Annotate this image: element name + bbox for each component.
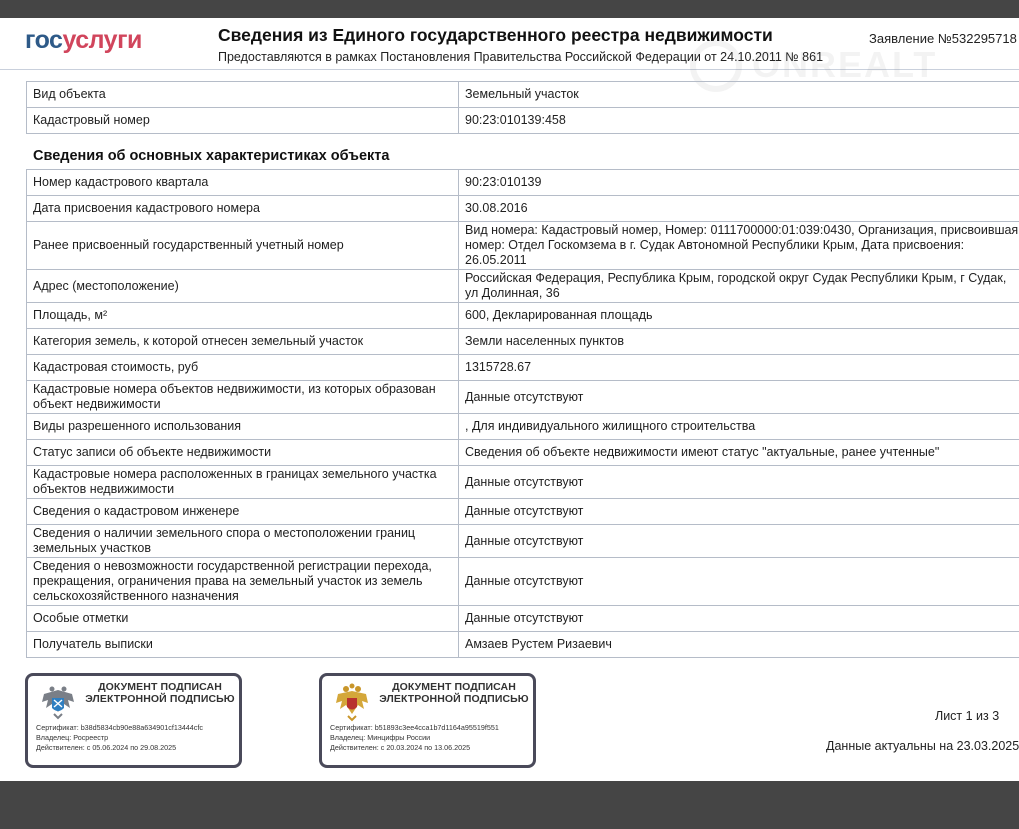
gosuslugi-logo	[25, 26, 142, 54]
document-page	[0, 18, 1019, 781]
stamp-certificate: Сертификат: b51893c3ee4cca1b7d1164a95519f551	[330, 723, 499, 732]
table-row	[27, 466, 1019, 499]
document-subtitle: Предоставляются в рамках Постановления Правительства Российской Федерации от 24.10.2011 № 861	[218, 50, 824, 64]
statement-number: Заявление №532295718	[869, 31, 1017, 46]
stamp-validity: Действителен: с 20.03.2024 по 13.06.2025	[330, 743, 471, 752]
table-row	[27, 558, 1019, 606]
table-row	[27, 606, 1019, 632]
characteristics-table	[26, 169, 1019, 658]
field-label: Кадастровые номера расположенных в границах земельного участка объектов недвижимости	[27, 466, 459, 499]
stamp-info	[330, 723, 499, 753]
stamp-heading: ДОКУМЕНТ ПОДПИСАН ЭЛЕКТРОННОЙ ПОДПИСЬЮ	[85, 681, 235, 705]
field-value: 90:23:010139	[459, 170, 1019, 196]
signature-stamp	[319, 673, 536, 768]
table-row	[27, 108, 1019, 134]
field-label: Сведения о кадастровом инженере	[27, 499, 459, 525]
stamp-heading: ДОКУМЕНТ ПОДПИСАН ЭЛЕКТРОННОЙ ПОДПИСЬЮ	[379, 681, 529, 705]
field-value: Российская Федерация, Республика Крым, городской округ Судак Республики Крым, г Судак, ул Долинная, 36	[459, 270, 1019, 303]
table-row	[27, 329, 1019, 355]
field-label: Получатель выписки	[27, 632, 459, 658]
field-value: Данные отсутствуют	[459, 525, 1019, 558]
field-value: Данные отсутствуют	[459, 558, 1019, 606]
field-value: Амзаев Рустем Ризаевич	[459, 632, 1019, 658]
table-row	[27, 270, 1019, 303]
field-value: 30.08.2016	[459, 196, 1019, 222]
table-row	[27, 222, 1019, 270]
stamp-validity: Действителен: с 05.06.2024 по 29.08.2025	[36, 743, 177, 752]
field-value: 1315728.67	[459, 355, 1019, 381]
field-value: , Для индивидуального жилищного строительства	[459, 414, 1019, 440]
signature-stamp	[25, 673, 242, 768]
field-label: Кадастровая стоимость, руб	[27, 355, 459, 381]
data-actual-date: Данные актуальны на 23.03.2025	[826, 739, 1019, 753]
section-title: Сведения об основных характеристиках объекта	[33, 148, 390, 164]
object-table	[26, 81, 1019, 134]
logo-part-uslugi: услуги	[62, 26, 142, 54]
stamp-owner: Владелец: Минцифры России	[330, 733, 431, 742]
sheet-number: Лист 1 из 3	[935, 709, 1000, 723]
watermark-text: ONREALT	[752, 44, 938, 85]
table-row	[27, 196, 1019, 222]
field-label: Категория земель, к которой отнесен земельный участок	[27, 329, 459, 355]
table-row	[27, 525, 1019, 558]
viewer-bottom-bar	[0, 781, 1019, 829]
table-row	[27, 632, 1019, 658]
stamp-certificate: Сертификат: b38d5834cb90e88a634901cf13444cfc	[36, 723, 203, 732]
table-row	[27, 381, 1019, 414]
table-row	[27, 499, 1019, 525]
field-value: Земли населенных пунктов	[459, 329, 1019, 355]
field-value: Данные отсутствуют	[459, 606, 1019, 632]
table-row	[27, 82, 1019, 108]
field-value: 600, Декларированная площадь	[459, 303, 1019, 329]
field-value: Данные отсутствуют	[459, 466, 1019, 499]
table-row	[27, 414, 1019, 440]
field-label: Сведения о невозможности государственной регистрации перехода, прекращения, ограничения права на земельный участок из земель сельскохозяйственного назначения	[27, 558, 459, 606]
viewer-top-bar	[0, 0, 1019, 18]
field-label: Адрес (местоположение)	[27, 270, 459, 303]
field-label: Особые отметки	[27, 606, 459, 632]
field-label: Площадь, м²	[27, 303, 459, 329]
field-value: Данные отсутствуют	[459, 381, 1019, 414]
table-row	[27, 355, 1019, 381]
field-value: Земельный участок	[459, 82, 1019, 108]
table-row	[27, 440, 1019, 466]
field-label: Виды разрешенного использования	[27, 414, 459, 440]
stamp-info	[36, 723, 203, 753]
document-title: Сведения из Единого государственного реестра недвижимости	[218, 25, 773, 45]
field-label: Ранее присвоенный государственный учетный номер	[27, 222, 459, 270]
russia-coat-of-arms-icon	[332, 682, 372, 722]
field-value: Данные отсутствуют	[459, 499, 1019, 525]
rosreestr-emblem-icon	[38, 682, 78, 722]
field-label: Дата присвоения кадастрового номера	[27, 196, 459, 222]
field-label: Вид объекта	[27, 82, 459, 108]
logo-part-gos: гос	[25, 26, 63, 54]
field-label: Статус записи об объекте недвижимости	[27, 440, 459, 466]
field-label: Кадастровый номер	[27, 108, 459, 134]
field-label: Кадастровые номера объектов недвижимости, из которых образован объект недвижимости	[27, 381, 459, 414]
field-value: Вид номера: Кадастровый номер, Номер: 0111700000:01:039:0430, Организация, присвоившая номер: Отдел Госкомзема в г. Судак Автономной Республики Крым, Дата присвоения: 26.05.2011	[459, 222, 1019, 270]
document-header	[0, 18, 1019, 70]
stamp-owner: Владелец: Росреестр	[36, 733, 109, 742]
field-value: 90:23:010139:458	[459, 108, 1019, 134]
field-value: Сведения об объекте недвижимости имеют статус "актуальные, ранее учтенные"	[459, 440, 1019, 466]
table-row	[27, 170, 1019, 196]
table-row	[27, 303, 1019, 329]
field-label: Номер кадастрового квартала	[27, 170, 459, 196]
field-label: Сведения о наличии земельного спора о местоположении границ земельных участков	[27, 525, 459, 558]
